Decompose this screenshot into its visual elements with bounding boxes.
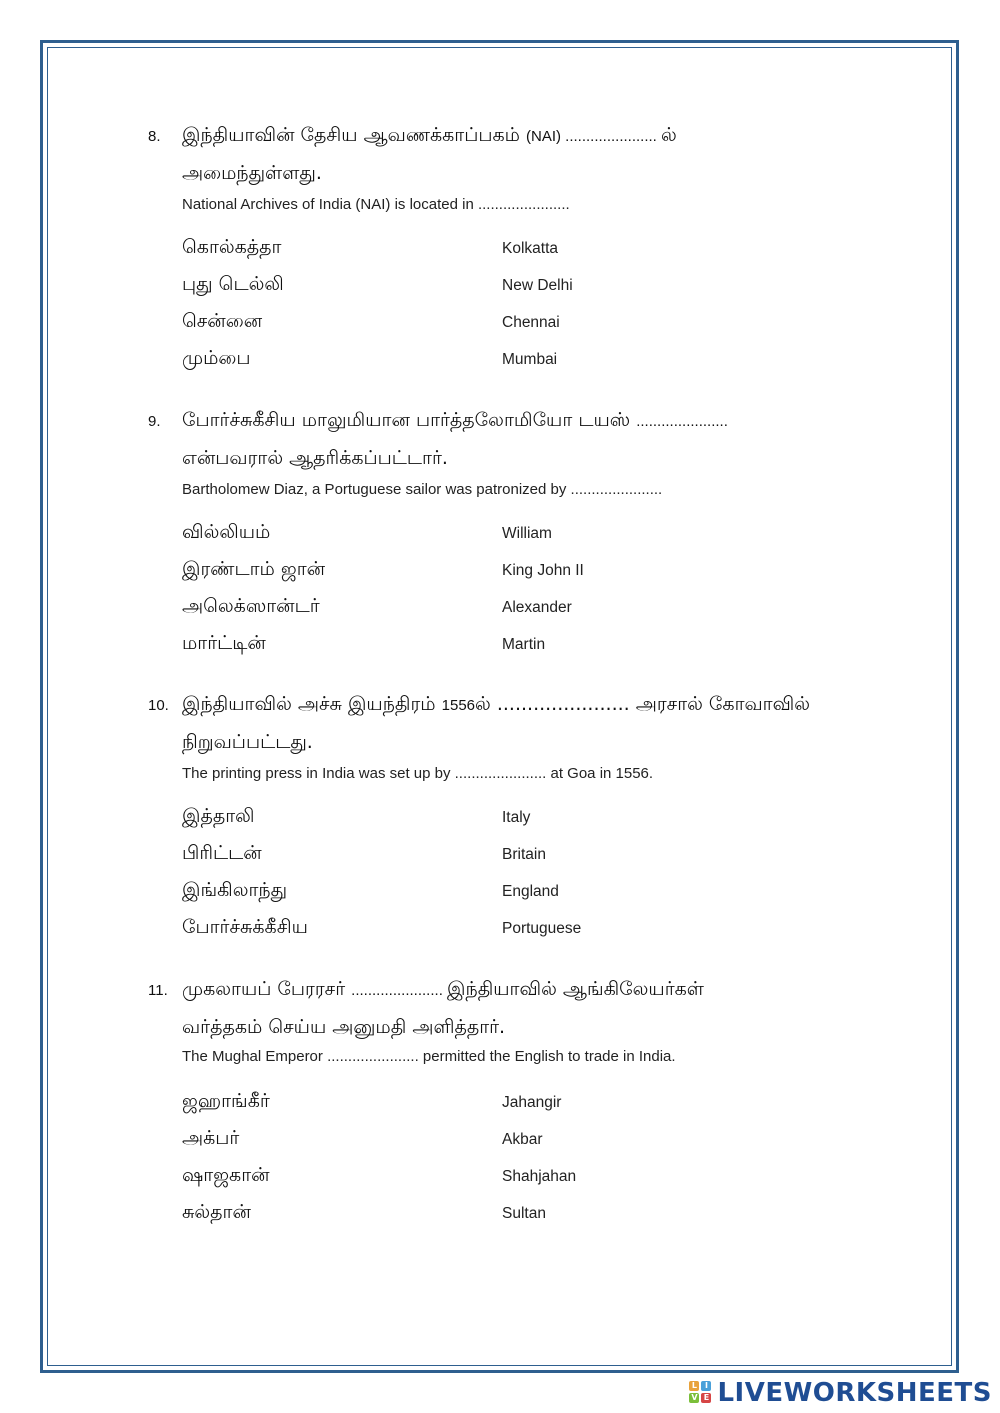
question-year: 1556	[441, 697, 476, 714]
option-label-english: Alexander	[502, 599, 572, 616]
question-blank: ......................	[351, 982, 448, 999]
option-label-tamil: இரண்டாம் ஜான்	[182, 558, 326, 580]
option-label-english: Britain	[502, 846, 546, 863]
option-label-english: Shahjahan	[502, 1168, 577, 1185]
option-label-english: Akbar	[502, 1131, 543, 1148]
question-number: 10.	[148, 697, 169, 714]
question-text-tamil	[182, 402, 862, 477]
question-text-part: இந்தியாவின் தேசிய ஆவணக்காப்பகம்	[182, 124, 526, 146]
question-blank: (NAI) ......................	[526, 128, 662, 145]
brand-name: LIVEWORKSHEETS	[717, 1378, 992, 1408]
question-text-part: இந்தியாவில் அச்சு இயந்திரம்	[182, 693, 442, 715]
option-label-tamil: புது டெல்லி	[182, 273, 284, 295]
option-label-english: Italy	[502, 809, 531, 826]
option-label-english: Sultan	[502, 1205, 546, 1222]
option-label-english: Kolkatta	[502, 240, 559, 257]
option-label-english: New Delhi	[502, 277, 573, 294]
option-c[interactable]	[182, 306, 682, 336]
option-b[interactable]	[182, 554, 682, 584]
option-label-english: King John II	[502, 562, 584, 579]
question-text-tamil	[182, 971, 862, 1046]
question-number: 11.	[148, 982, 168, 999]
option-label-tamil: அலெக்ஸான்டர்	[182, 595, 320, 617]
logo-tile: I	[701, 1381, 711, 1391]
option-label-english: Chennai	[502, 314, 560, 331]
question-text-line2: நிறுவப்பட்டது.	[182, 731, 313, 753]
question-blank: ......................	[636, 413, 728, 430]
option-a[interactable]	[182, 1086, 682, 1116]
logo-tile: L	[689, 1381, 699, 1391]
option-label-tamil: ஷாஜகான்	[182, 1164, 270, 1186]
option-label-english: England	[502, 883, 559, 900]
option-a[interactable]	[182, 517, 682, 547]
option-label-english: Jahangir	[502, 1094, 562, 1111]
question-number: 9.	[148, 413, 161, 430]
question-text-english: Bartholomew Diaz, a Portuguese sailor was patronized by ......................	[182, 481, 663, 498]
option-b[interactable]	[182, 838, 682, 868]
question-text-english: The Mughal Emperor ...................... permitted the English to trade in India.	[182, 1048, 676, 1065]
option-d[interactable]	[182, 1197, 682, 1227]
question-text-english: The printing press in India was set up by ...................... at Goa in 1556.	[182, 765, 654, 782]
option-label-tamil: மார்ட்டின்	[182, 632, 266, 654]
question-text-tamil	[182, 117, 862, 192]
option-d[interactable]	[182, 343, 682, 373]
question-text-part: ல்	[661, 124, 677, 146]
option-label-english: Martin	[502, 636, 546, 653]
option-label-tamil: ஜஹாங்கீர்	[182, 1090, 270, 1112]
option-d[interactable]	[182, 628, 682, 658]
question-number: 8.	[148, 128, 161, 145]
question-text-part: ல் ...................... அரசால் கோவாவில்	[475, 693, 810, 715]
option-a[interactable]	[182, 232, 682, 262]
option-label-tamil: சென்னை	[182, 310, 263, 332]
question-text-line2: அமைந்துள்ளது.	[182, 162, 322, 184]
question-text-part: முகலாயப் பேரரசர்	[182, 978, 352, 1000]
option-label-english: William	[502, 525, 552, 542]
option-label-tamil: மும்பை	[182, 347, 251, 369]
question-text-part: இந்தியாவில் ஆங்கிலேயர்கள்	[447, 978, 704, 1000]
liveworksheets-logo-icon	[689, 1381, 713, 1405]
option-a[interactable]	[182, 801, 682, 831]
option-label-tamil: இத்தாலி	[182, 805, 255, 827]
liveworksheets-brand[interactable]	[689, 1377, 992, 1409]
option-label-tamil: அக்பர்	[182, 1127, 240, 1149]
option-c[interactable]	[182, 1160, 682, 1190]
option-c[interactable]	[182, 591, 682, 621]
logo-tile: V	[691, 1393, 698, 1402]
option-d[interactable]	[182, 912, 682, 942]
option-label-tamil: பிரிட்டன்	[182, 842, 262, 864]
option-label-tamil: போர்ச்சுக்கீசிய	[182, 916, 308, 938]
question-text-line2: வர்த்தகம் செய்ய அனுமதி அளித்தார்.	[182, 1016, 506, 1038]
option-c[interactable]	[182, 875, 682, 905]
option-label-tamil: சுல்தான்	[182, 1201, 251, 1223]
question-text-english: National Archives of India (NAI) is located in ......................	[182, 196, 570, 213]
option-b[interactable]	[182, 1123, 682, 1153]
question-text-line2: என்பவரால் ஆதரிக்கப்பட்டார்.	[182, 447, 448, 469]
option-label-english: Portuguese	[502, 920, 582, 937]
option-label-tamil: கொல்கத்தா	[182, 236, 282, 258]
option-label-english: Mumbai	[502, 351, 558, 368]
option-b[interactable]	[182, 269, 682, 299]
option-label-tamil: வில்லியம்	[182, 521, 271, 543]
option-label-tamil: இங்கிலாந்து	[182, 879, 288, 901]
question-text-tamil	[182, 686, 862, 761]
question-text-part: போர்ச்சுகீசிய மாலுமியான பார்த்தலோமியோ டயஸ்	[182, 409, 637, 431]
logo-tile: E	[701, 1393, 711, 1403]
